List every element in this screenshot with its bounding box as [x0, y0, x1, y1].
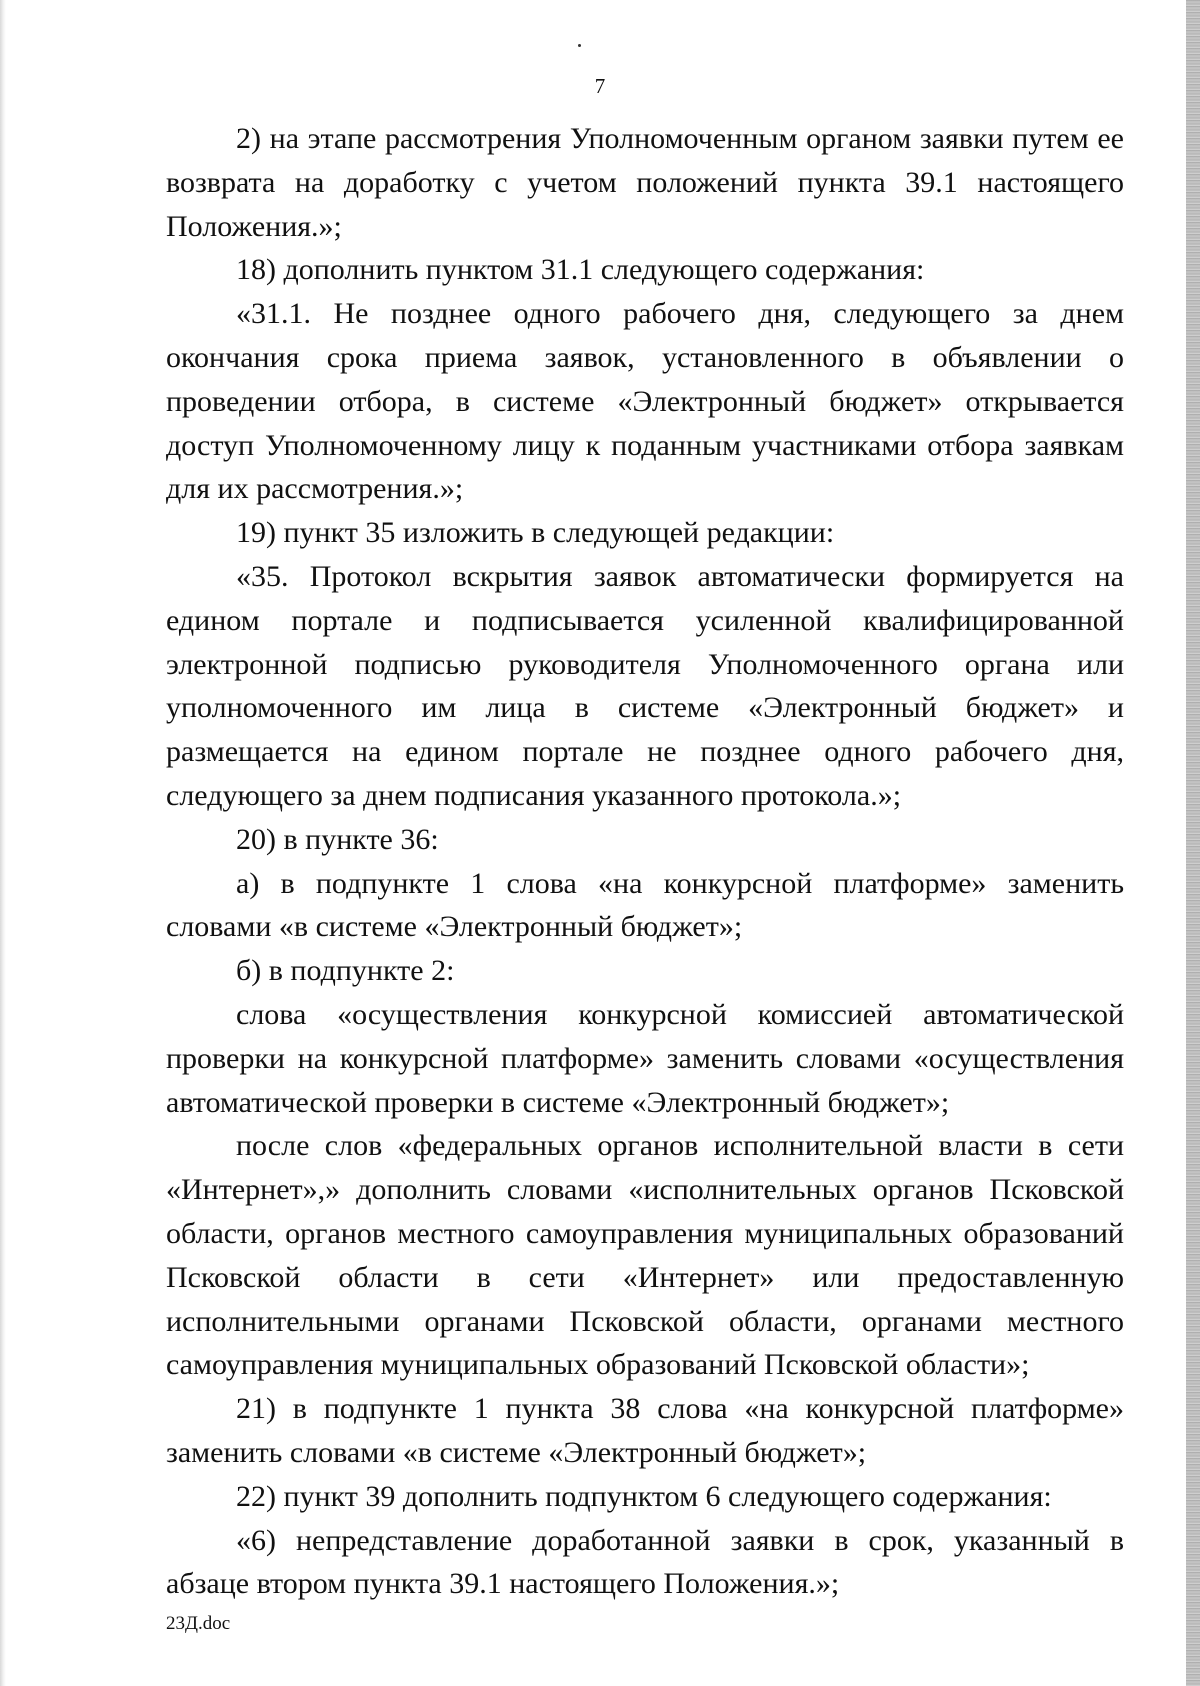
paragraph: а) в подпункте 1 слова «на конкурсной платформе» заменить словами «в системе «Электронный бюджет»;	[166, 866, 1124, 944]
footer-filename: 23Д.doc	[166, 1613, 231, 1634]
paragraph: «31.1. Не позднее одного рабочего дня, следующего за днем окончания срока приема заявок, установленного в объявлении о проведении отбора, в системе «Электронный бюджет» открывается доступ Уполномоченному лицу к поданным участниками отбора заявкам для их рассмотрения.»;	[166, 297, 1124, 506]
document-body	[166, 117, 1124, 1606]
scan-edge-left	[0, 0, 6, 1686]
paragraph: «35. Протокол вскрытия заявок автоматически формируется на едином портале и подписывается усиленной квалифицированной электронной подписью руководителя Уполномоченного органа или уполномоченного им лица в системе «Электронный бюджет» и размещается на едином портале не позднее одного рабочего дня, следующего за днем подписания указанного протокола.»;	[166, 559, 1124, 812]
paragraph: 19) пункт 35 изложить в следующей редакции:	[236, 516, 835, 550]
page-number: 7	[594, 74, 606, 98]
paragraph: 2) на этапе рассмотрения Уполномоченным органом заявки путем ее возврата на доработку с учетом положений пункта 39.1 настоящего Положения.»;	[166, 122, 1124, 243]
paragraph: 20) в пункте 36:	[236, 822, 439, 856]
paragraph: б) в подпункте 2:	[236, 954, 455, 988]
paragraph: 22) пункт 39 дополнить подпунктом 6 следующего содержания:	[236, 1479, 1052, 1513]
paragraph: слова «осуществления конкурсной комиссией автоматической проверки на конкурсной платформе» заменить словами «осуществления автоматической проверки в системе «Электронный бюджет»;	[166, 997, 1124, 1119]
paragraph: после слов «федеральных органов исполнительной власти в сети «Интернет»,» дополнить словами «исполнительных органов Псковской области, органов местного самоуправления муниципальных образований Псковской области в сети «Интернет» или предоставленную исполнительными органами Псковской области, органами местного самоуправления муниципальных образований Псковской области»;	[166, 1129, 1124, 1382]
scan-edge-right	[1186, 0, 1200, 1686]
paragraph: 18) дополнить пунктом 31.1 следующего содержания:	[236, 253, 925, 287]
paragraph: 21) в подпункте 1 пункта 38 слова «на конкурсной платформе» заменить словами «в системе «Электронный бюджет»;	[166, 1392, 1124, 1469]
scan-speck	[578, 44, 581, 47]
paragraph: «6) непредставление доработанной заявки в срок, указанный в абзаце втором пункта 39.1 настоящего Положения.»;	[166, 1523, 1124, 1601]
